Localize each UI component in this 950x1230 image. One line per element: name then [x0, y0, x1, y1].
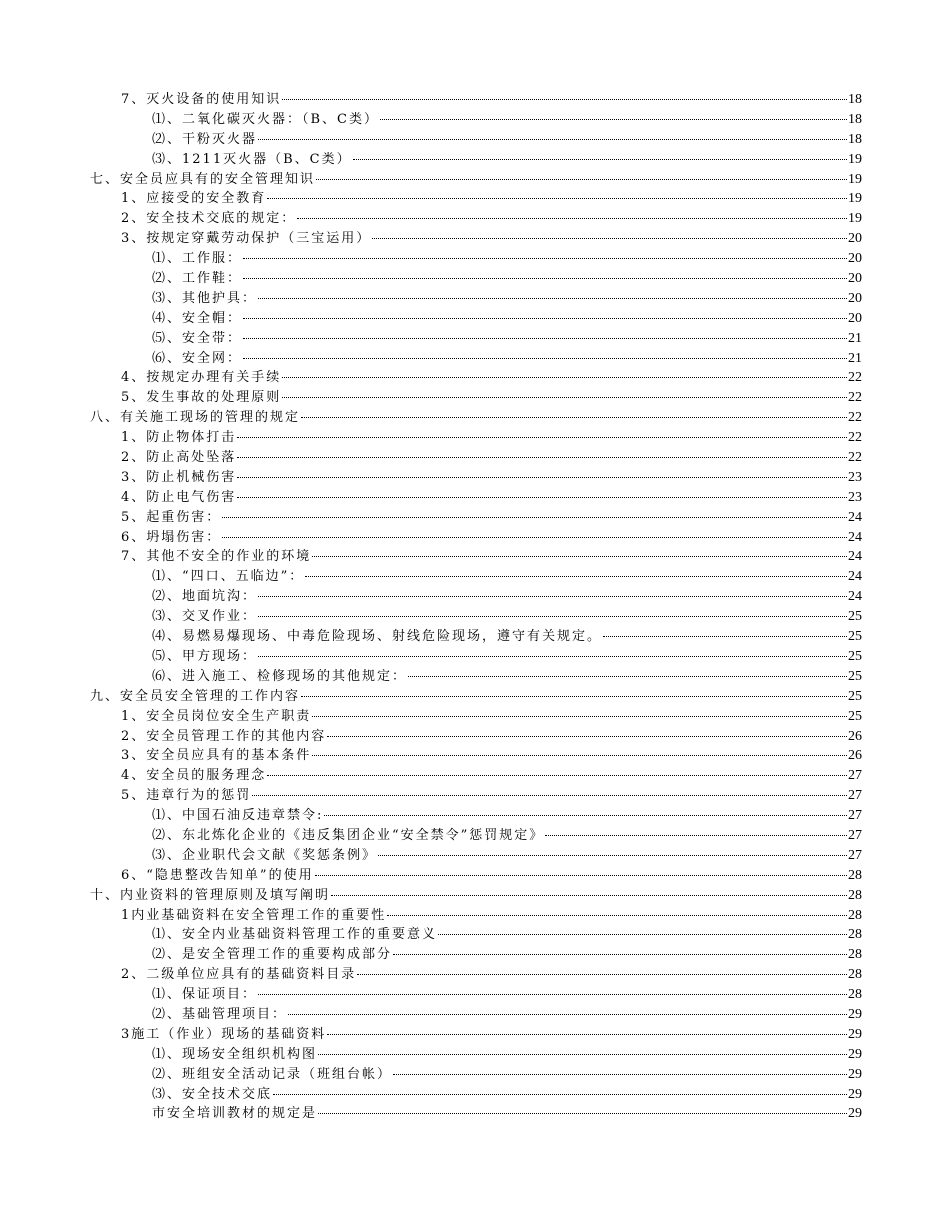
toc-entry-title: ⑵、基础管理项目：	[152, 1006, 288, 1022]
dot-leader	[267, 775, 847, 776]
toc-entry-title: 3、按规定穿戴劳动保护（三宝运用）	[121, 231, 372, 247]
toc-entry-page-number: 28	[848, 927, 862, 943]
toc-entry-title: ⑵、工作鞋：	[152, 271, 243, 287]
toc-entry[interactable]	[0, 707, 950, 727]
toc-entry[interactable]	[0, 249, 950, 269]
toc-entry-page-number: 29	[848, 1066, 862, 1082]
toc-entry[interactable]	[0, 189, 950, 209]
toc-entry[interactable]	[0, 209, 950, 229]
toc-entry-title: ⑵、地面坑沟：	[152, 589, 258, 605]
dot-leader	[545, 835, 847, 836]
toc-entry-page-number: 27	[848, 847, 862, 863]
toc-entry-page-number: 29	[848, 1086, 862, 1102]
toc-entry-page-number: 18	[848, 92, 862, 107]
toc-entry-page-number: 18	[848, 111, 862, 127]
toc-entry-page-number: 22	[848, 370, 862, 386]
dot-leader	[327, 736, 847, 737]
toc-entry[interactable]	[0, 90, 950, 110]
toc-entry[interactable]	[0, 547, 950, 567]
dot-leader	[237, 497, 847, 498]
toc-entry-page-number: 21	[848, 330, 862, 346]
toc-entry-page-number: 19	[848, 171, 862, 187]
toc-entry-title: ⑶、安全技术交底	[152, 1086, 273, 1102]
toc-entry-title: ⑴、工作服：	[152, 251, 243, 267]
toc-entry[interactable]	[0, 1025, 950, 1045]
toc-entry[interactable]	[0, 627, 950, 647]
toc-entry[interactable]	[0, 130, 950, 150]
dot-leader	[393, 954, 847, 955]
toc-entry[interactable]	[0, 965, 950, 985]
toc-entry-page-number: 29	[848, 1046, 862, 1062]
toc-entry-title: ⑴、现场安全组织机构图	[152, 1046, 318, 1062]
toc-entry-page-number: 20	[848, 231, 862, 247]
toc-entry[interactable]	[0, 587, 950, 607]
toc-entry-title: 十、内业资料的管理原则及填写阐明	[90, 887, 331, 903]
dot-leader	[408, 676, 847, 677]
toc-entry-page-number: 24	[848, 549, 862, 565]
toc-entry[interactable]	[0, 349, 950, 369]
dot-leader	[243, 278, 847, 279]
toc-entry-title: 5、违章行为的惩罚	[121, 788, 252, 804]
dot-leader	[222, 517, 847, 518]
dot-leader	[318, 1054, 847, 1055]
toc-entry-title: ⑹、安全网：	[152, 350, 243, 366]
toc-entry-page-number: 26	[848, 748, 862, 764]
toc-entry[interactable]	[0, 110, 950, 130]
toc-entry[interactable]	[0, 309, 950, 329]
dot-leader	[357, 974, 847, 975]
toc-entry-page-number: 28	[848, 887, 862, 903]
dot-leader	[282, 99, 847, 100]
toc-entry[interactable]	[0, 786, 950, 806]
toc-entry-page-number: 20	[848, 251, 862, 267]
dot-leader	[237, 457, 847, 458]
toc-entry[interactable]	[0, 368, 950, 388]
toc-entry-title: ⑸、安全带：	[152, 330, 243, 346]
toc-entry[interactable]	[0, 866, 950, 886]
toc-entry[interactable]	[0, 428, 950, 448]
toc-entry-page-number: 28	[848, 967, 862, 983]
toc-entry[interactable]	[0, 746, 950, 766]
toc-entry[interactable]	[0, 945, 950, 965]
toc-entry-title: 1、防止物体打击	[121, 430, 237, 446]
toc-entry[interactable]	[0, 667, 950, 687]
toc-entry-page-number: 24	[848, 529, 862, 545]
dot-leader	[243, 338, 847, 339]
toc-entry-title: 3、防止机械伤害	[121, 469, 237, 485]
toc-entry-title: 1内业基础资料在安全管理工作的重要性	[121, 907, 387, 923]
toc-entry-page-number: 18	[848, 131, 862, 147]
toc-entry[interactable]	[0, 906, 950, 926]
dot-leader	[301, 417, 847, 418]
toc-entry-page-number: 28	[848, 867, 862, 883]
toc-entry[interactable]	[0, 846, 950, 866]
toc-entry-page-number: 19	[848, 191, 862, 207]
toc-entry[interactable]	[0, 1104, 950, 1124]
toc-entry-title: 3施工（作业）现场的基础资料	[121, 1026, 327, 1042]
dot-leader	[324, 815, 847, 816]
toc-entry-title: ⑵、班组安全活动记录（班组台帐）	[152, 1066, 393, 1082]
dot-leader	[312, 556, 847, 557]
toc-entry-page-number: 22	[848, 410, 862, 426]
dot-leader	[222, 537, 847, 538]
toc-entry-page-number: 19	[848, 151, 862, 167]
toc-entry-page-number: 28	[848, 947, 862, 963]
toc-entry[interactable]	[0, 229, 950, 249]
dot-leader	[305, 576, 847, 577]
dot-leader	[258, 656, 847, 657]
dot-leader	[312, 716, 847, 717]
toc-entry-page-number: 25	[848, 708, 862, 724]
toc-entry-page-number: 23	[848, 489, 862, 505]
dot-leader	[327, 1034, 847, 1035]
dot-leader	[297, 218, 847, 219]
toc-entry-title: 2、防止高处坠落	[121, 450, 237, 466]
toc-entry-page-number: 22	[848, 430, 862, 446]
toc-entry-page-number: 25	[848, 609, 862, 625]
toc-entry-title: 九、安全员安全管理的工作内容	[90, 688, 301, 704]
toc-entry-title: ⑷、安全帽：	[152, 310, 243, 326]
toc-entry-title: 2、二级单位应具有的基础资料目录	[121, 967, 357, 983]
toc-entry-page-number: 29	[848, 1006, 862, 1022]
toc-entry[interactable]	[0, 448, 950, 468]
toc-entry-title: ⑴、二氧化碳灭火器：（B、C类）	[152, 111, 380, 127]
toc-entry-page-number: 24	[848, 589, 862, 605]
toc-entry[interactable]	[0, 1065, 950, 1085]
toc-entry[interactable]	[0, 727, 950, 747]
toc-entry-page-number: 25	[848, 648, 862, 664]
toc-entry[interactable]	[0, 408, 950, 428]
toc-entry-page-number: 28	[848, 987, 862, 1003]
dot-leader	[237, 437, 847, 438]
dot-leader	[273, 1094, 847, 1095]
dot-leader	[252, 795, 847, 796]
toc-entry-page-number: 25	[848, 629, 862, 645]
dot-leader	[387, 915, 847, 916]
toc-entry[interactable]	[0, 150, 950, 170]
toc-entry[interactable]	[0, 1005, 950, 1025]
dot-leader	[331, 895, 847, 896]
dot-leader	[301, 696, 847, 697]
toc-entry-title: 1、应接受的安全教育	[121, 191, 267, 207]
toc-entry-title: ⑵、是安全管理工作的重要构成部分	[152, 947, 393, 963]
toc-entry[interactable]	[0, 766, 950, 786]
toc-entry-title: 七、安全员应具有的安全管理知识	[90, 171, 316, 187]
toc-entry[interactable]	[0, 329, 950, 349]
toc-entry[interactable]	[0, 647, 950, 667]
toc-entry[interactable]	[0, 388, 950, 408]
dot-leader	[282, 377, 847, 378]
toc-entry-page-number: 27	[848, 768, 862, 784]
toc-entry-page-number: 27	[848, 788, 862, 804]
toc-entry[interactable]	[0, 289, 950, 309]
toc-entry-page-number: 22	[848, 390, 862, 406]
toc-entry-title: 2、安全技术交底的规定：	[121, 211, 297, 227]
toc-entry-title: ⑶、其他护具：	[152, 290, 258, 306]
toc-entry-page-number: 28	[848, 907, 862, 923]
dot-leader	[603, 636, 847, 637]
dot-leader	[312, 755, 847, 756]
toc-entry-page-number: 19	[848, 211, 862, 227]
toc-entry-page-number: 21	[848, 350, 862, 366]
toc-entry[interactable]	[0, 508, 950, 528]
toc-entry[interactable]	[0, 806, 950, 826]
toc-entry-page-number: 20	[848, 310, 862, 326]
toc-entry-title: 7、其他不安全的作业的环境	[121, 549, 312, 565]
toc-entry-page-number: 23	[848, 469, 862, 485]
toc-entry[interactable]	[0, 567, 950, 587]
toc-entry-page-number: 22	[848, 450, 862, 466]
dot-leader	[282, 397, 847, 398]
toc-entry[interactable]	[0, 1045, 950, 1065]
toc-entry[interactable]	[0, 687, 950, 707]
toc-entry-title: ⑵、干粉灭火器	[152, 131, 258, 147]
toc-entry-page-number: 29	[848, 1106, 862, 1122]
toc-entry-title: 5、起重伤害：	[121, 509, 222, 525]
toc-entry[interactable]	[0, 607, 950, 627]
dot-leader	[258, 596, 847, 597]
toc-entry-page-number: 20	[848, 271, 862, 287]
toc-entry-title: ⑶、交叉作业：	[152, 609, 258, 625]
dot-leader	[318, 1113, 847, 1114]
toc-entry[interactable]	[0, 468, 950, 488]
toc-entry-title: 4、安全员的服务理念	[121, 768, 267, 784]
toc-entry-title: ⑶、1211灭火器（B、C类）	[152, 151, 352, 167]
dot-leader	[315, 875, 847, 876]
toc-entry-title: 市安全培训教材的规定是	[152, 1106, 318, 1122]
toc-entry[interactable]	[0, 488, 950, 508]
dot-leader	[288, 1014, 847, 1015]
toc-entry[interactable]	[0, 170, 950, 190]
dot-leader	[243, 358, 847, 359]
toc-entry-title: 6、“隐患整改告知单”的使用	[121, 867, 314, 883]
dot-leader	[316, 179, 847, 180]
dot-leader	[258, 298, 847, 299]
toc-entry[interactable]	[0, 1085, 950, 1105]
dot-leader	[380, 119, 847, 120]
toc-entry-title: 八、有关施工现场的管理的规定	[90, 410, 301, 426]
toc-entry-page-number: 27	[848, 827, 862, 843]
toc-entry-title: 4、按规定办理有关手续	[121, 370, 282, 386]
toc-entry-page-number: 27	[848, 808, 862, 824]
dot-leader	[393, 1074, 847, 1075]
toc-entry-title: ⑹、进入施工、检修现场的其他规定：	[152, 668, 408, 684]
toc-entry-title: ⑴、保证项目：	[152, 987, 258, 1003]
toc-entry-title: 6、坍塌伤害：	[121, 529, 222, 545]
toc-entry[interactable]	[0, 886, 950, 906]
dot-leader	[372, 238, 847, 239]
toc-entry-title: ⑸、甲方现场：	[152, 648, 258, 664]
toc-entry-title: 1、安全员岗位安全生产职责	[121, 708, 312, 724]
dot-leader	[438, 934, 847, 935]
toc-entry-title: 5、发生事故的处理原则	[121, 390, 282, 406]
dot-leader	[378, 855, 847, 856]
toc-entry-title: ⑴、中国石油反违章禁令:	[152, 808, 324, 824]
dot-leader	[267, 198, 847, 199]
toc-entry-title: ⑵、东北炼化企业的《违反集团企业“安全禁令”惩罚规定》	[152, 827, 545, 843]
toc-entry-page-number: 24	[848, 569, 862, 585]
dot-leader	[258, 616, 847, 617]
toc-entry-title: 2、安全员管理工作的其他内容	[121, 728, 327, 744]
toc-entry-title: ⑶、企业职代会文献《奖惩条例》	[152, 847, 378, 863]
toc-entry[interactable]	[0, 925, 950, 945]
dot-leader	[258, 994, 847, 995]
table-of-contents	[0, 90, 950, 1124]
toc-entry[interactable]	[0, 985, 950, 1005]
toc-entry-page-number: 24	[848, 509, 862, 525]
toc-entry-title: 4、防止电气伤害	[121, 489, 237, 505]
toc-entry[interactable]	[0, 826, 950, 846]
toc-entry-title: 3、安全员应具有的基本条件	[121, 748, 312, 764]
toc-entry-title: 7、灭火设备的使用知识	[121, 92, 282, 107]
toc-entry[interactable]	[0, 528, 950, 548]
dot-leader	[237, 477, 847, 478]
toc-entry-page-number: 26	[848, 728, 862, 744]
dot-leader	[243, 318, 847, 319]
toc-entry-title: ⑴、“四口、五临边”：	[152, 569, 305, 585]
toc-entry-page-number: 25	[848, 668, 862, 684]
dot-leader	[353, 159, 847, 160]
dot-leader	[243, 258, 847, 259]
toc-entry-page-number: 25	[848, 688, 862, 704]
toc-entry-page-number: 29	[848, 1026, 862, 1042]
dot-leader	[258, 139, 847, 140]
toc-entry[interactable]	[0, 269, 950, 289]
toc-entry-page-number: 20	[848, 290, 862, 306]
toc-entry-title: ⑷、易燃易爆现场、中毒危险现场、射线危险现场，遵守有关规定。	[152, 629, 603, 645]
toc-entry-title: ⑴、安全内业基础资料管理工作的重要意义	[152, 927, 438, 943]
